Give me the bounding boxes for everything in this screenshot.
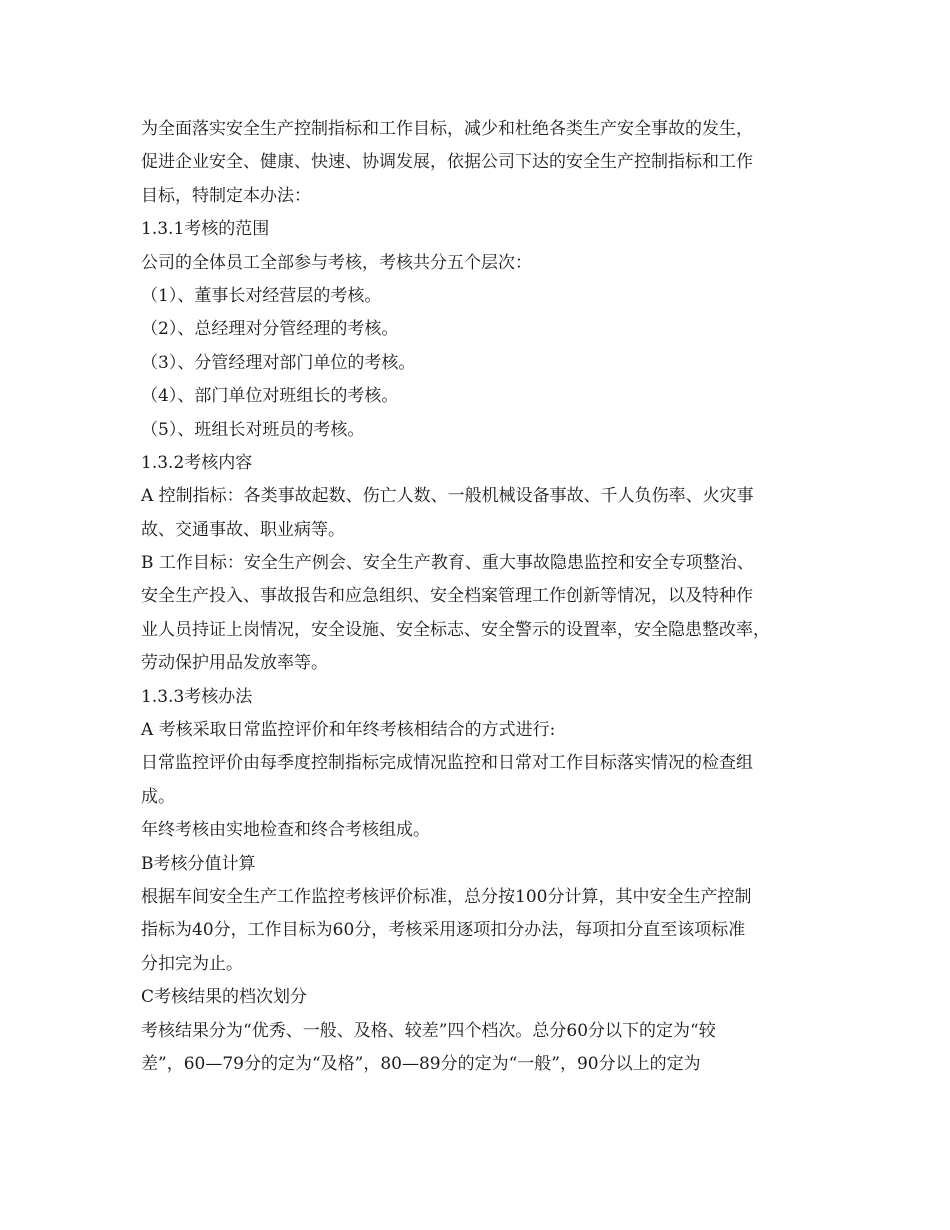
subsection-heading: B考核分值计算 [141,853,256,874]
document-body [141,113,831,1081]
text-line: 目标，特制定本办法： [141,185,311,206]
section-heading: 1.3.1考核的范围 [141,219,270,240]
text-line: 根据车间安全生产工作监控考核评价标准，总分按100分计算，其中安全生产控制 [141,886,752,907]
text-line: B 工作目标：安全生产例会、安全生产教育、重大事故隐患监控和安全专项整治、 [141,553,754,574]
section-heading: 1.3.3考核办法 [141,686,253,707]
text-line: 指标为40分，工作目标为60分，考核采用逐项扣分办法，每项扣分直至该项标准 [141,920,746,941]
list-item: （3）、分管经理对部门单位的考核。 [141,352,416,373]
text-line: 业人员持证上岗情况，安全设施、安全标志、安全警示的设置率，安全隐患整改率， [141,619,770,640]
section-heading: 1.3.2考核内容 [141,452,253,473]
text-line: 促进企业安全、健康、快速、协调发展，依据公司下达的安全生产控制指标和工作 [141,152,753,173]
list-item: （1）、董事长对经营层的考核。 [141,285,382,306]
text-line: 安全生产投入、事故报告和应急组织、安全档案管理工作创新等情况，以及特种作 [141,586,753,607]
list-item: （4）、部门单位对班组长的考核。 [141,386,399,407]
text-line: 差”，60—79分的定为“及格”，80—89分的定为“一般”，90分以上的定为 [141,1053,701,1074]
text-line: 年终考核由实地检查和终合考核组成。 [141,820,430,841]
text-line: 日常监控评价由每季度控制指标完成情况监控和日常对工作目标落实情况的检查组 [141,753,753,774]
text-line: 劳动保护用品发放率等。 [141,653,328,674]
text-line: 考核结果分为“优秀、一般、及格、较差”四个档次。总分60分以下的定为“较 [141,1020,716,1041]
text-line: 分扣完为止。 [141,953,243,974]
list-item: （5）、班组长对班员的考核。 [141,419,365,440]
text-line: 公司的全体员工全部参与考核，考核共分五个层次： [141,252,532,273]
subsection-heading: C考核结果的档次划分 [141,987,308,1008]
text-line: 为全面落实安全生产控制指标和工作目标，减少和杜绝各类生产安全事故的发生， [141,119,753,139]
list-item: （2）、总经理对分管经理的考核。 [141,319,399,340]
text-line: A 考核采取日常监控评价和年终考核相结合的方式进行: [141,720,556,741]
text-line: 成。 [141,786,175,807]
text-line: 故、交通事故、职业病等。 [141,519,345,540]
text-line: A 控制指标：各类事故起数、伤亡人数、一般机械设备事故、千人负伤率、火灾事 [141,486,754,507]
